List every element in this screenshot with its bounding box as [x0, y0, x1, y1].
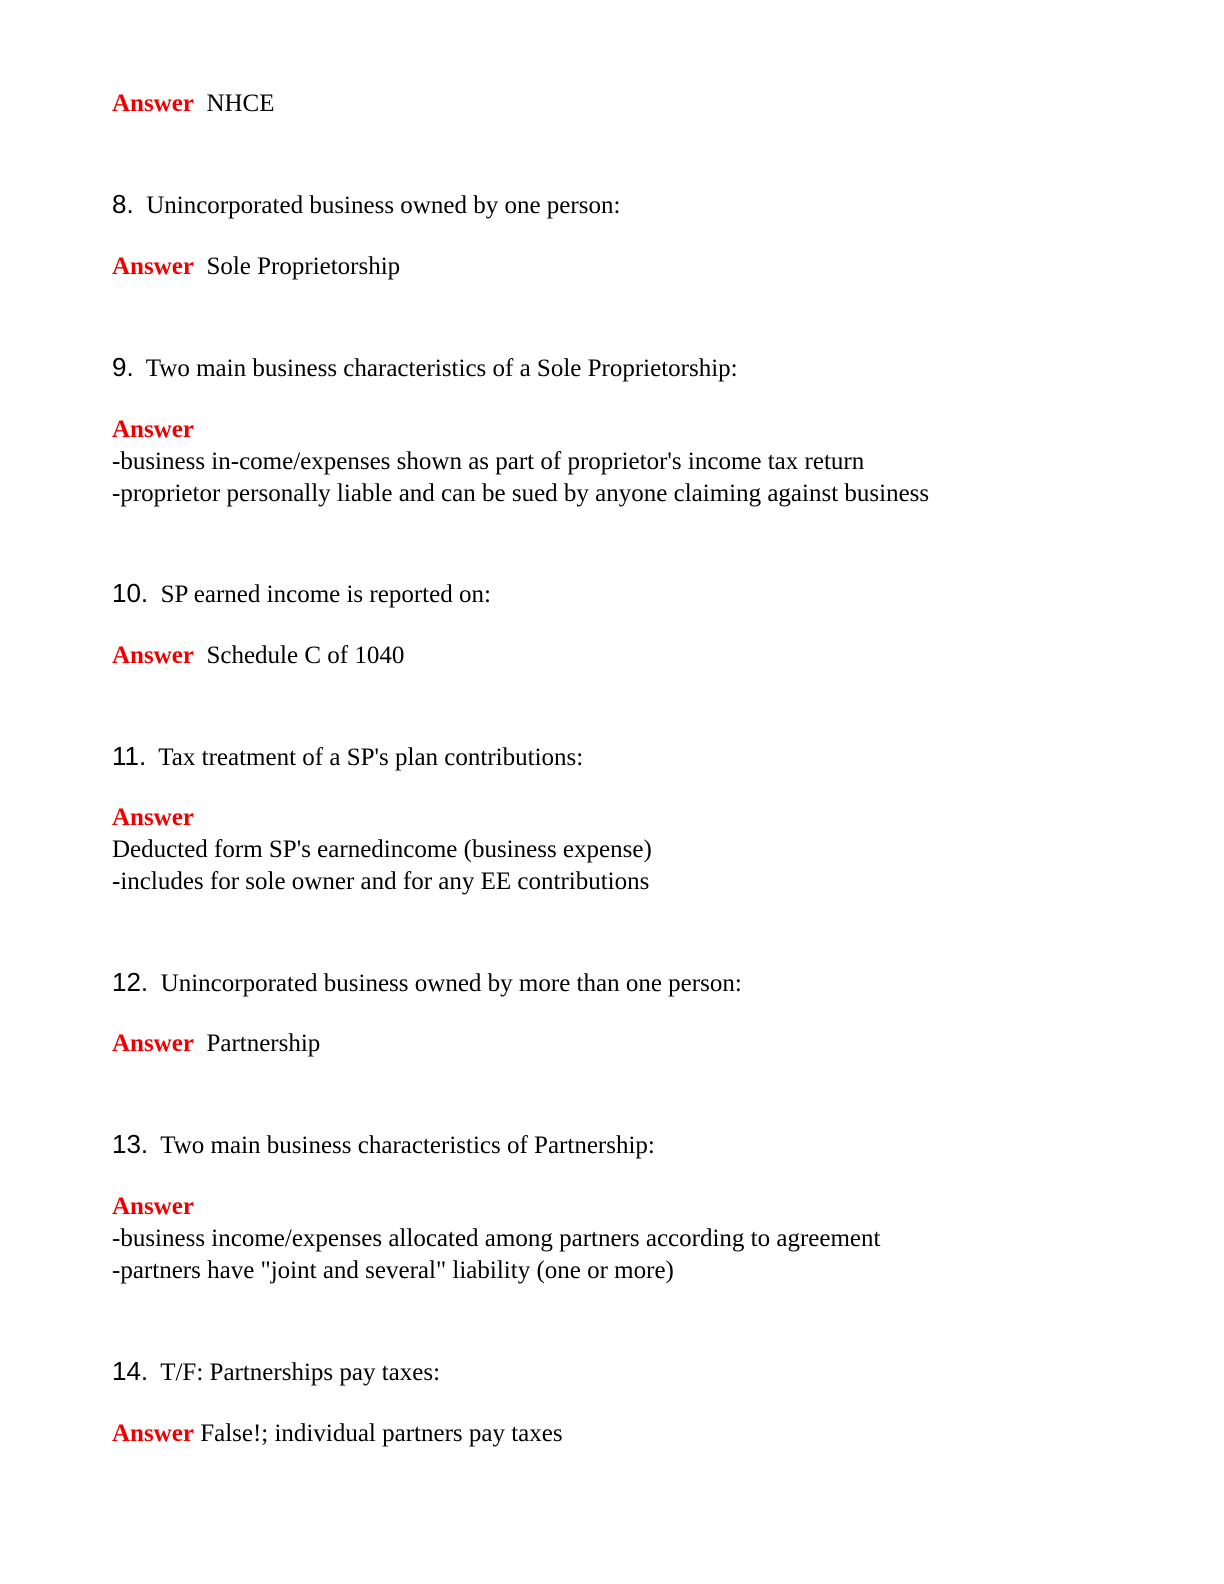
answer-label: Answer [112, 1420, 194, 1447]
answer-label: Answer [112, 804, 194, 831]
question-14 [112, 1355, 440, 1389]
answer-text: Schedule C of 1040 [206, 642, 405, 669]
question-text: Unincorporated business owned by more than one person: [160, 970, 742, 997]
answer-11-line-2: -includes for sole owner and for any EE contributions [112, 868, 650, 895]
answer-text: NHCE [206, 90, 275, 117]
question-11 [112, 740, 583, 774]
answer-label: Answer [112, 253, 194, 280]
question-8 [112, 188, 620, 222]
question-text: Two main business characteristics of a Sole Proprietorship: [145, 355, 738, 382]
answer-13-line-2: -partners have "joint and several" liability (one or more) [112, 1257, 674, 1284]
answer-9-line-2: -proprietor personally liable and can be sued by anyone claiming against business [112, 480, 930, 507]
answer-8 [112, 251, 400, 283]
question-number: 14. [112, 1356, 149, 1386]
answer-label: Answer [112, 90, 194, 117]
question-number: 13. [112, 1129, 149, 1159]
answer-12 [112, 1028, 320, 1060]
answer-label: Answer [112, 1030, 194, 1057]
question-number: 12. [112, 967, 149, 997]
answer-label: Answer [112, 642, 194, 669]
question-text: Unincorporated business owned by one person: [146, 192, 621, 219]
answer-7 [112, 88, 275, 120]
question-number: 9. [112, 352, 134, 382]
answer-13-label [112, 1191, 194, 1223]
answer-9-line-1: -business in-come/expenses shown as part of proprietor's income tax return [112, 448, 865, 475]
answer-label: Answer [112, 416, 194, 443]
answer-11-label [112, 802, 194, 834]
answer-text: Partnership [206, 1030, 321, 1057]
answer-14 [112, 1418, 563, 1450]
answer-9-label [112, 414, 194, 446]
question-13 [112, 1128, 655, 1162]
question-text: Two main business characteristics of Partnership: [160, 1132, 655, 1159]
answer-label: Answer [112, 1193, 194, 1220]
answer-13-line-1: -business income/expenses allocated among partners according to agreement [112, 1225, 881, 1252]
answer-text: Sole Proprietorship [206, 253, 401, 280]
question-text: Tax treatment of a SP's plan contributions: [158, 744, 584, 771]
question-text: T/F: Partnerships pay taxes: [160, 1359, 441, 1386]
answer-10 [112, 640, 404, 672]
question-12 [112, 966, 742, 1000]
question-text: SP earned income is reported on: [160, 581, 491, 608]
question-number: 8. [112, 189, 134, 219]
answer-text: False!; individual partners pay taxes [200, 1420, 563, 1447]
question-10 [112, 577, 491, 611]
question-number: 11. [112, 741, 147, 771]
question-number: 10. [112, 578, 149, 608]
question-9 [112, 351, 738, 385]
answer-11-line-1: Deducted form SP's earnedincome (business expense) [112, 836, 652, 863]
